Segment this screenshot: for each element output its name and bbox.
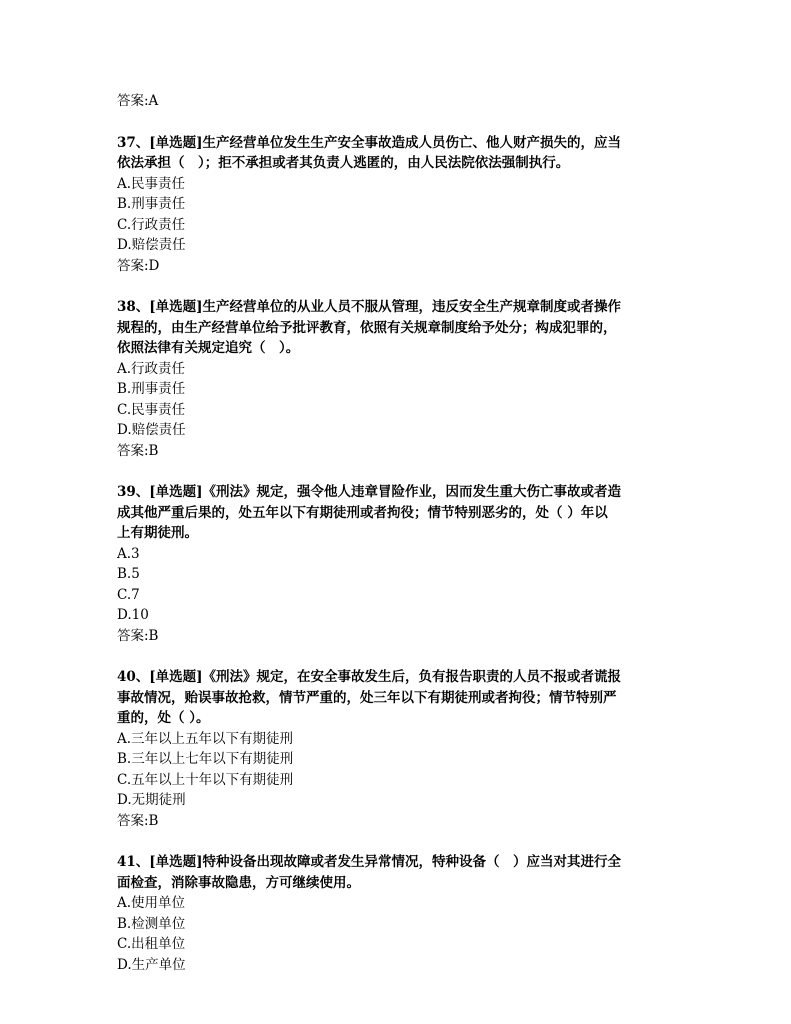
- option-b: B.三年以上七年以下有期徒刑: [117, 751, 294, 767]
- option-a: A.三年以上五年以下有期徒刑: [117, 730, 294, 747]
- option-c: C.7: [117, 586, 140, 603]
- option-d: D.无期徒刑: [117, 792, 186, 808]
- option-b: B.检测单位: [117, 915, 186, 932]
- option-c: C.出租单位: [117, 936, 186, 952]
- question-stem: 40、[单选题]《刑法》规定，在安全事故发生后，负有报告职责的人员不报或者谎报 事故情况，贻误事故抢救，情节严重的，处三年以下有期徒刑或者拘役；情节特别严 重的，处（ ）。: [117, 669, 622, 726]
- answer: 答案:D: [117, 257, 160, 274]
- question-stem: 39、[单选题]《刑法》规定，强令他人违章冒险作业，因而发生重大伤亡事故或者造 成其他严重后果的，处五年以下有期徒刑或者拘役；情节特别恶劣的，处（ ）年以 上有期徒刑。: [117, 484, 622, 541]
- question-40: [117, 667, 677, 831]
- option-c: C.行政责任: [117, 216, 186, 233]
- question-stem: 37、[单选题]生产经营单位发生生产安全事故造成人员伤亡、他人财产损失的，应当 依法承担（ ）；拒不承担或者其负责人逃匿的，由人民法院依法强制执行。: [117, 134, 622, 171]
- option-a: A.使用单位: [117, 895, 186, 911]
- option-d: D.赔偿责任: [117, 422, 186, 438]
- question-39: [117, 482, 677, 646]
- question-stem: 38、[单选题]生产经营单位的从业人员不服从管理，违反安全生产规章制度或者操作 规程的，由生产经营单位给予批评教育，依照有关规章制度给予处分；构成犯罪的， 依照法律有关规定追究（ ）。: [117, 299, 622, 356]
- question-38: [117, 297, 677, 461]
- option-a: A.民事责任: [117, 175, 186, 192]
- previous-answer: 答案:A: [117, 93, 159, 109]
- option-d: D.10: [117, 607, 149, 623]
- question-stem: 41、[单选题]特种设备出现故障或者发生异常情况，特种设备（ ）应当对其进行全 面检查，消除事故隐患，方可继续使用。: [117, 854, 622, 891]
- option-a: A.3: [117, 545, 140, 562]
- option-b: B.刑事责任: [117, 196, 186, 212]
- answer: 答案:B: [117, 812, 159, 829]
- option-c: C.民事责任: [117, 401, 186, 418]
- question-37: [117, 133, 677, 277]
- option-a: A.行政责任: [117, 360, 186, 377]
- option-b: B.5: [117, 566, 140, 582]
- answer: 答案:B: [117, 627, 159, 644]
- option-d: D.生产单位: [117, 956, 186, 973]
- question-41: [117, 852, 677, 975]
- option-b: B.刑事责任: [117, 381, 186, 397]
- option-c: C.五年以上十年以下有期徒刑: [117, 771, 294, 788]
- answer: 答案:B: [117, 442, 159, 459]
- document-page: [117, 91, 677, 975]
- option-d: D.赔偿责任: [117, 237, 186, 253]
